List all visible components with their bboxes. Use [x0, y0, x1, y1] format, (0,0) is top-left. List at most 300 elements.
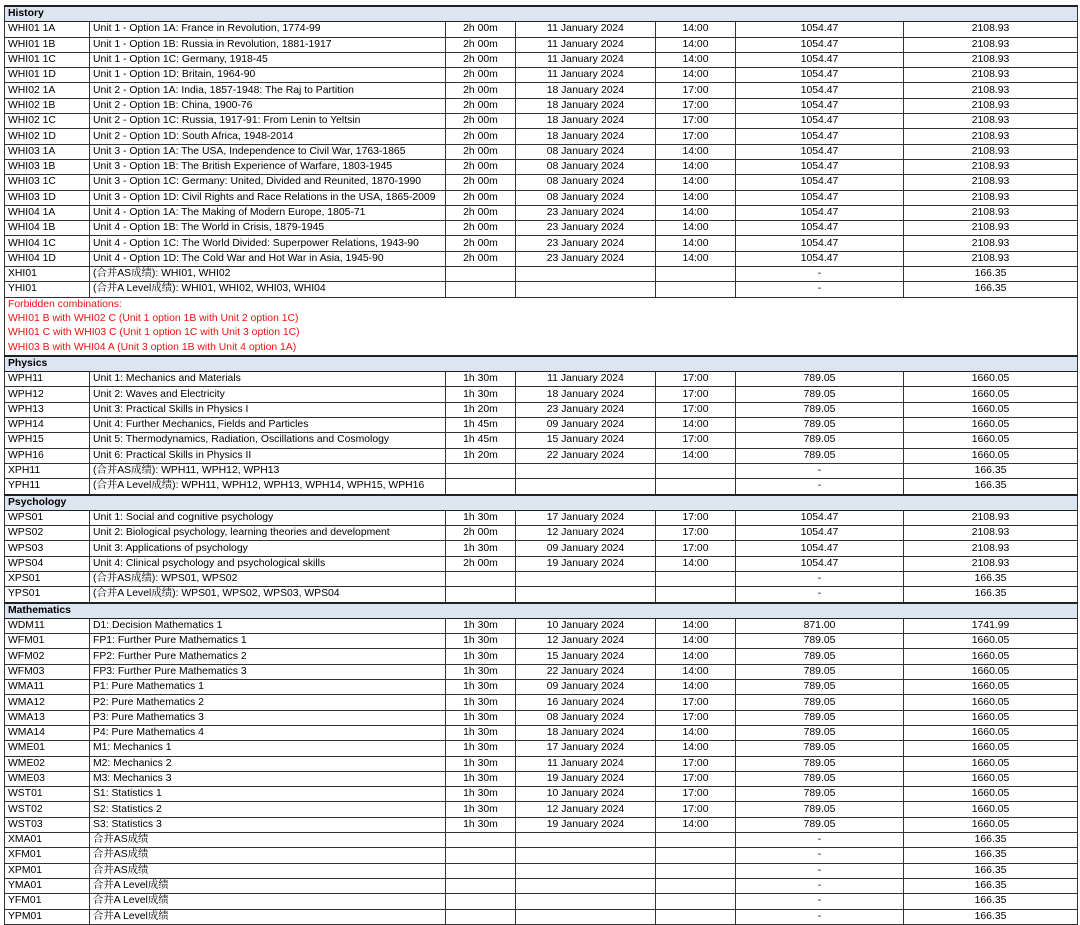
- cell-code: WHI04 1A: [5, 205, 90, 220]
- cell-time: [656, 909, 736, 924]
- cell-fee: 1054.47: [736, 98, 904, 113]
- cell-fee: -: [736, 571, 904, 586]
- cell-fee: 1054.47: [736, 159, 904, 174]
- cell-code: WHI01 1A: [5, 22, 90, 37]
- section-title: Physics: [5, 356, 1078, 372]
- cell-time: 14:00: [656, 236, 736, 251]
- cell-title: P1: Pure Mathematics 1: [90, 680, 446, 695]
- cell-duration: 1h 30m: [446, 787, 516, 802]
- cell-date: 08 January 2024: [516, 175, 656, 190]
- cell-code: WPH13: [5, 402, 90, 417]
- cell-duration: 1h 30m: [446, 725, 516, 740]
- cell-fee: 789.05: [736, 817, 904, 832]
- cell-time: 17:00: [656, 83, 736, 98]
- cell-code: WPH12: [5, 387, 90, 402]
- cell-time: 14:00: [656, 725, 736, 740]
- cell-total: 166.35: [904, 833, 1078, 848]
- cell-duration: 2h 00m: [446, 159, 516, 174]
- note-row: [5, 312, 1078, 326]
- cell-title: FP3: Further Pure Mathematics 3: [90, 664, 446, 679]
- section-header: [5, 603, 1078, 619]
- cell-date: 18 January 2024: [516, 129, 656, 144]
- cell-duration: 1h 30m: [446, 771, 516, 786]
- cell-duration: 2h 00m: [446, 221, 516, 236]
- cell-code: YHI01: [5, 282, 90, 297]
- cell-fee: 789.05: [736, 680, 904, 695]
- cell-total: 2108.93: [904, 190, 1078, 205]
- cell-title: Unit 4 - Option 1C: The World Divided: Superpower Relations, 1943-90: [90, 236, 446, 251]
- cell-code: XPS01: [5, 571, 90, 586]
- cell-fee: 789.05: [736, 695, 904, 710]
- table-row: [5, 756, 1078, 771]
- cell-fee: 789.05: [736, 771, 904, 786]
- cell-duration: 1h 30m: [446, 510, 516, 525]
- cell-date: [516, 282, 656, 297]
- cell-fee: -: [736, 848, 904, 863]
- cell-fee: 1054.47: [736, 556, 904, 571]
- cell-total: 1660.05: [904, 664, 1078, 679]
- cell-fee: -: [736, 479, 904, 495]
- cell-date: 08 January 2024: [516, 710, 656, 725]
- table-row: [5, 878, 1078, 893]
- cell-date: 11 January 2024: [516, 68, 656, 83]
- cell-date: 12 January 2024: [516, 526, 656, 541]
- cell-time: 14:00: [656, 251, 736, 266]
- cell-duration: 2h 00m: [446, 52, 516, 67]
- cell-title: 合并A Level成绩: [90, 878, 446, 893]
- cell-duration: 2h 00m: [446, 251, 516, 266]
- cell-time: [656, 571, 736, 586]
- cell-title: 合并A Level成绩: [90, 909, 446, 924]
- cell-date: 23 January 2024: [516, 236, 656, 251]
- cell-duration: 1h 30m: [446, 741, 516, 756]
- cell-title: Unit 1: Mechanics and Materials: [90, 372, 446, 387]
- cell-total: 2108.93: [904, 236, 1078, 251]
- cell-date: [516, 463, 656, 478]
- cell-total: 2108.93: [904, 129, 1078, 144]
- cell-code: WFM03: [5, 664, 90, 679]
- cell-title: (合并AS成绩): WPS01, WPS02: [90, 571, 446, 586]
- cell-duration: 2h 00m: [446, 98, 516, 113]
- table-row: [5, 175, 1078, 190]
- cell-fee: 1054.47: [736, 251, 904, 266]
- cell-total: 1660.05: [904, 372, 1078, 387]
- cell-duration: 2h 00m: [446, 83, 516, 98]
- table-row: [5, 236, 1078, 251]
- cell-time: 14:00: [656, 418, 736, 433]
- cell-code: WFM02: [5, 649, 90, 664]
- cell-title: FP1: Further Pure Mathematics 1: [90, 634, 446, 649]
- cell-title: Unit 4: Clinical psychology and psychological skills: [90, 556, 446, 571]
- cell-code: WMA14: [5, 725, 90, 740]
- cell-fee: -: [736, 863, 904, 878]
- table-row: [5, 787, 1078, 802]
- cell-code: WST01: [5, 787, 90, 802]
- cell-date: 08 January 2024: [516, 159, 656, 174]
- cell-total: 1660.05: [904, 680, 1078, 695]
- table-row: [5, 68, 1078, 83]
- cell-date: 16 January 2024: [516, 695, 656, 710]
- cell-code: WHI03 1B: [5, 159, 90, 174]
- table-row: [5, 83, 1078, 98]
- cell-title: M2: Mechanics 2: [90, 756, 446, 771]
- table-row: [5, 205, 1078, 220]
- cell-title: 合并AS成绩: [90, 863, 446, 878]
- cell-title: (合并A Level成绩): WPS01, WPS02, WPS03, WPS04: [90, 587, 446, 603]
- table-row: [5, 251, 1078, 266]
- cell-title: M1: Mechanics 1: [90, 741, 446, 756]
- cell-code: WHI04 1C: [5, 236, 90, 251]
- cell-title: Unit 2 - Option 1C: Russia, 1917-91: From Lenin to Yeltsin: [90, 114, 446, 129]
- cell-time: 17:00: [656, 387, 736, 402]
- cell-duration: 1h 30m: [446, 541, 516, 556]
- cell-time: [656, 878, 736, 893]
- table-row: [5, 114, 1078, 129]
- cell-title: P3: Pure Mathematics 3: [90, 710, 446, 725]
- cell-date: 23 January 2024: [516, 221, 656, 236]
- cell-duration: [446, 463, 516, 478]
- cell-code: WPS02: [5, 526, 90, 541]
- cell-time: 14:00: [656, 664, 736, 679]
- cell-total: 2108.93: [904, 251, 1078, 266]
- cell-code: WHI03 1C: [5, 175, 90, 190]
- cell-total: 166.35: [904, 878, 1078, 893]
- cell-duration: 1h 30m: [446, 680, 516, 695]
- cell-total: 166.35: [904, 267, 1078, 282]
- cell-date: [516, 571, 656, 586]
- cell-fee: 789.05: [736, 787, 904, 802]
- cell-time: 17:00: [656, 98, 736, 113]
- cell-date: 15 January 2024: [516, 649, 656, 664]
- note-row: [5, 297, 1078, 312]
- cell-duration: [446, 848, 516, 863]
- cell-title: Unit 1 - Option 1A: France in Revolution, 1774-99: [90, 22, 446, 37]
- cell-fee: 1054.47: [736, 114, 904, 129]
- cell-total: 166.35: [904, 571, 1078, 586]
- cell-duration: [446, 833, 516, 848]
- cell-total: 1660.05: [904, 695, 1078, 710]
- cell-fee: -: [736, 463, 904, 478]
- cell-duration: 2h 00m: [446, 526, 516, 541]
- cell-time: 17:00: [656, 129, 736, 144]
- cell-title: Unit 4: Further Mechanics, Fields and Particles: [90, 418, 446, 433]
- cell-fee: -: [736, 833, 904, 848]
- table-row: [5, 22, 1078, 37]
- cell-duration: 2h 00m: [446, 175, 516, 190]
- table-row: [5, 190, 1078, 205]
- cell-code: WHI02 1B: [5, 98, 90, 113]
- cell-time: 14:00: [656, 817, 736, 832]
- cell-total: 1660.05: [904, 387, 1078, 402]
- cell-title: 合并AS成绩: [90, 833, 446, 848]
- table-row: [5, 649, 1078, 664]
- cell-date: 17 January 2024: [516, 741, 656, 756]
- cell-duration: 1h 30m: [446, 372, 516, 387]
- cell-date: 08 January 2024: [516, 190, 656, 205]
- table-row: [5, 710, 1078, 725]
- table-row: [5, 634, 1078, 649]
- cell-code: WME01: [5, 741, 90, 756]
- cell-fee: 1054.47: [736, 221, 904, 236]
- cell-title: S1: Statistics 1: [90, 787, 446, 802]
- cell-date: 15 January 2024: [516, 433, 656, 448]
- cell-code: WPH15: [5, 433, 90, 448]
- cell-time: [656, 267, 736, 282]
- cell-title: Unit 6: Practical Skills in Physics II: [90, 448, 446, 463]
- cell-title: Unit 4 - Option 1A: The Making of Modern Europe, 1805-71: [90, 205, 446, 220]
- cell-date: 10 January 2024: [516, 618, 656, 633]
- cell-total: 166.35: [904, 894, 1078, 909]
- cell-total: 2108.93: [904, 114, 1078, 129]
- table-row: [5, 159, 1078, 174]
- cell-title: Unit 3: Applications of psychology: [90, 541, 446, 556]
- cell-duration: 2h 00m: [446, 22, 516, 37]
- cell-fee: 789.05: [736, 372, 904, 387]
- cell-code: WPH14: [5, 418, 90, 433]
- table-row: [5, 402, 1078, 417]
- cell-date: 23 January 2024: [516, 402, 656, 417]
- cell-code: WHI01 1B: [5, 37, 90, 52]
- cell-code: YPH11: [5, 479, 90, 495]
- table-row: [5, 418, 1078, 433]
- cell-code: WME03: [5, 771, 90, 786]
- cell-duration: 1h 20m: [446, 448, 516, 463]
- table-row: [5, 448, 1078, 463]
- cell-duration: 2h 00m: [446, 236, 516, 251]
- cell-code: WME02: [5, 756, 90, 771]
- cell-total: 166.35: [904, 587, 1078, 603]
- forbidden-combination-note: WHI01 B with WHI02 C (Unit 1 option 1B with Unit 2 option 1C): [5, 312, 1078, 326]
- cell-duration: 1h 30m: [446, 387, 516, 402]
- cell-title: Unit 2 - Option 1D: South Africa, 1948-2014: [90, 129, 446, 144]
- cell-title: (合并A Level成绩): WHI01, WHI02, WHI03, WHI04: [90, 282, 446, 297]
- cell-total: 1660.05: [904, 756, 1078, 771]
- cell-duration: [446, 267, 516, 282]
- table-row: [5, 664, 1078, 679]
- table-row: [5, 741, 1078, 756]
- cell-time: [656, 833, 736, 848]
- cell-date: 12 January 2024: [516, 802, 656, 817]
- cell-code: YPM01: [5, 909, 90, 924]
- cell-time: [656, 848, 736, 863]
- cell-duration: 1h 45m: [446, 433, 516, 448]
- cell-title: Unit 3 - Option 1A: The USA, Independence to Civil War, 1763-1865: [90, 144, 446, 159]
- cell-time: 14:00: [656, 190, 736, 205]
- cell-duration: 1h 30m: [446, 664, 516, 679]
- cell-total: 1741.99: [904, 618, 1078, 633]
- cell-total: 2108.93: [904, 175, 1078, 190]
- table-row: [5, 618, 1078, 633]
- cell-time: 17:00: [656, 114, 736, 129]
- cell-date: 19 January 2024: [516, 556, 656, 571]
- cell-fee: 789.05: [736, 649, 904, 664]
- cell-title: Unit 3 - Option 1D: Civil Rights and Race Relations in the USA, 1865-2009: [90, 190, 446, 205]
- table-row: [5, 526, 1078, 541]
- cell-total: 2108.93: [904, 526, 1078, 541]
- cell-duration: 1h 30m: [446, 756, 516, 771]
- table-row: [5, 833, 1078, 848]
- table-row: [5, 863, 1078, 878]
- cell-total: 1660.05: [904, 741, 1078, 756]
- cell-fee: 789.05: [736, 418, 904, 433]
- table-row: [5, 695, 1078, 710]
- cell-code: XPH11: [5, 463, 90, 478]
- cell-code: WHI03 1D: [5, 190, 90, 205]
- table-row: [5, 267, 1078, 282]
- cell-code: WHI04 1B: [5, 221, 90, 236]
- cell-date: 11 January 2024: [516, 37, 656, 52]
- cell-time: [656, 463, 736, 478]
- cell-code: WHI02 1A: [5, 83, 90, 98]
- cell-title: Unit 2: Biological psychology, learning theories and development: [90, 526, 446, 541]
- cell-duration: 2h 00m: [446, 68, 516, 83]
- cell-time: 14:00: [656, 52, 736, 67]
- cell-fee: 1054.47: [736, 236, 904, 251]
- cell-code: XFM01: [5, 848, 90, 863]
- cell-fee: -: [736, 267, 904, 282]
- cell-code: WPH11: [5, 372, 90, 387]
- cell-time: 17:00: [656, 433, 736, 448]
- cell-title: P2: Pure Mathematics 2: [90, 695, 446, 710]
- cell-time: 14:00: [656, 556, 736, 571]
- cell-fee: 1054.47: [736, 175, 904, 190]
- cell-time: 14:00: [656, 221, 736, 236]
- cell-duration: 2h 00m: [446, 37, 516, 52]
- cell-title: D1: Decision Mathematics 1: [90, 618, 446, 633]
- cell-date: 11 January 2024: [516, 22, 656, 37]
- cell-time: 14:00: [656, 649, 736, 664]
- cell-fee: 1054.47: [736, 52, 904, 67]
- cell-code: WMA12: [5, 695, 90, 710]
- cell-date: 12 January 2024: [516, 634, 656, 649]
- cell-title: Unit 2 - Option 1B: China, 1900-76: [90, 98, 446, 113]
- cell-time: 17:00: [656, 802, 736, 817]
- cell-code: WST03: [5, 817, 90, 832]
- cell-duration: 1h 30m: [446, 695, 516, 710]
- cell-time: 17:00: [656, 787, 736, 802]
- cell-fee: 789.05: [736, 710, 904, 725]
- cell-code: WMA11: [5, 680, 90, 695]
- table-row: [5, 571, 1078, 586]
- cell-title: S3: Statistics 3: [90, 817, 446, 832]
- cell-code: WPS04: [5, 556, 90, 571]
- cell-time: 17:00: [656, 710, 736, 725]
- cell-total: 1660.05: [904, 802, 1078, 817]
- cell-title: Unit 3: Practical Skills in Physics I: [90, 402, 446, 417]
- section-title: Mathematics: [5, 603, 1078, 619]
- cell-total: 2108.93: [904, 37, 1078, 52]
- cell-fee: -: [736, 894, 904, 909]
- cell-code: WPS01: [5, 510, 90, 525]
- cell-date: 11 January 2024: [516, 372, 656, 387]
- section-header: [5, 6, 1078, 22]
- cell-date: 09 January 2024: [516, 680, 656, 695]
- section-header: [5, 495, 1078, 511]
- cell-duration: 1h 30m: [446, 618, 516, 633]
- cell-duration: [446, 282, 516, 297]
- cell-duration: 2h 00m: [446, 114, 516, 129]
- cell-code: XPM01: [5, 863, 90, 878]
- table-row: [5, 98, 1078, 113]
- cell-time: 17:00: [656, 771, 736, 786]
- cell-title: Unit 1 - Option 1B: Russia in Revolution, 1881-1917: [90, 37, 446, 52]
- cell-title: M3: Mechanics 3: [90, 771, 446, 786]
- cell-time: [656, 479, 736, 495]
- cell-code: WMA13: [5, 710, 90, 725]
- cell-total: 1660.05: [904, 787, 1078, 802]
- cell-date: [516, 267, 656, 282]
- table-row: [5, 556, 1078, 571]
- cell-time: [656, 894, 736, 909]
- cell-total: 2108.93: [904, 510, 1078, 525]
- cell-total: 1660.05: [904, 710, 1078, 725]
- cell-date: 22 January 2024: [516, 448, 656, 463]
- cell-duration: [446, 878, 516, 893]
- cell-time: 17:00: [656, 756, 736, 771]
- cell-fee: 1054.47: [736, 129, 904, 144]
- cell-fee: 789.05: [736, 756, 904, 771]
- cell-total: 1660.05: [904, 418, 1078, 433]
- cell-title: Unit 3 - Option 1C: Germany: United, Divided and Reunited, 1870-1990: [90, 175, 446, 190]
- cell-code: WPS03: [5, 541, 90, 556]
- cell-code: YFM01: [5, 894, 90, 909]
- cell-time: 14:00: [656, 448, 736, 463]
- cell-duration: 1h 30m: [446, 802, 516, 817]
- cell-date: 17 January 2024: [516, 510, 656, 525]
- cell-fee: -: [736, 878, 904, 893]
- cell-date: 08 January 2024: [516, 144, 656, 159]
- cell-date: [516, 833, 656, 848]
- note-row: [5, 326, 1078, 340]
- cell-duration: 2h 00m: [446, 556, 516, 571]
- table-row: [5, 725, 1078, 740]
- cell-time: 17:00: [656, 510, 736, 525]
- cell-fee: 1054.47: [736, 541, 904, 556]
- cell-total: 2108.93: [904, 221, 1078, 236]
- cell-duration: [446, 479, 516, 495]
- cell-code: WPH16: [5, 448, 90, 463]
- section-header: [5, 356, 1078, 372]
- cell-code: XHI01: [5, 267, 90, 282]
- cell-time: 17:00: [656, 541, 736, 556]
- cell-code: YPS01: [5, 587, 90, 603]
- cell-fee: -: [736, 587, 904, 603]
- cell-duration: 1h 30m: [446, 634, 516, 649]
- cell-date: 19 January 2024: [516, 817, 656, 832]
- table-row: [5, 510, 1078, 525]
- cell-time: 17:00: [656, 526, 736, 541]
- cell-title: Unit 1: Social and cognitive psychology: [90, 510, 446, 525]
- cell-time: 14:00: [656, 634, 736, 649]
- cell-date: [516, 894, 656, 909]
- cell-title: Unit 3 - Option 1B: The British Experience of Warfare, 1803-1945: [90, 159, 446, 174]
- cell-total: 1660.05: [904, 725, 1078, 740]
- exam-fee-table: [4, 5, 1078, 925]
- cell-total: 2108.93: [904, 83, 1078, 98]
- cell-duration: [446, 863, 516, 878]
- cell-time: 14:00: [656, 68, 736, 83]
- table-row: [5, 680, 1078, 695]
- cell-fee: -: [736, 282, 904, 297]
- cell-date: 11 January 2024: [516, 52, 656, 67]
- cell-date: 10 January 2024: [516, 787, 656, 802]
- table-row: [5, 221, 1078, 236]
- cell-duration: 1h 20m: [446, 402, 516, 417]
- cell-fee: 789.05: [736, 387, 904, 402]
- cell-time: [656, 863, 736, 878]
- cell-fee: 1054.47: [736, 526, 904, 541]
- cell-total: 166.35: [904, 863, 1078, 878]
